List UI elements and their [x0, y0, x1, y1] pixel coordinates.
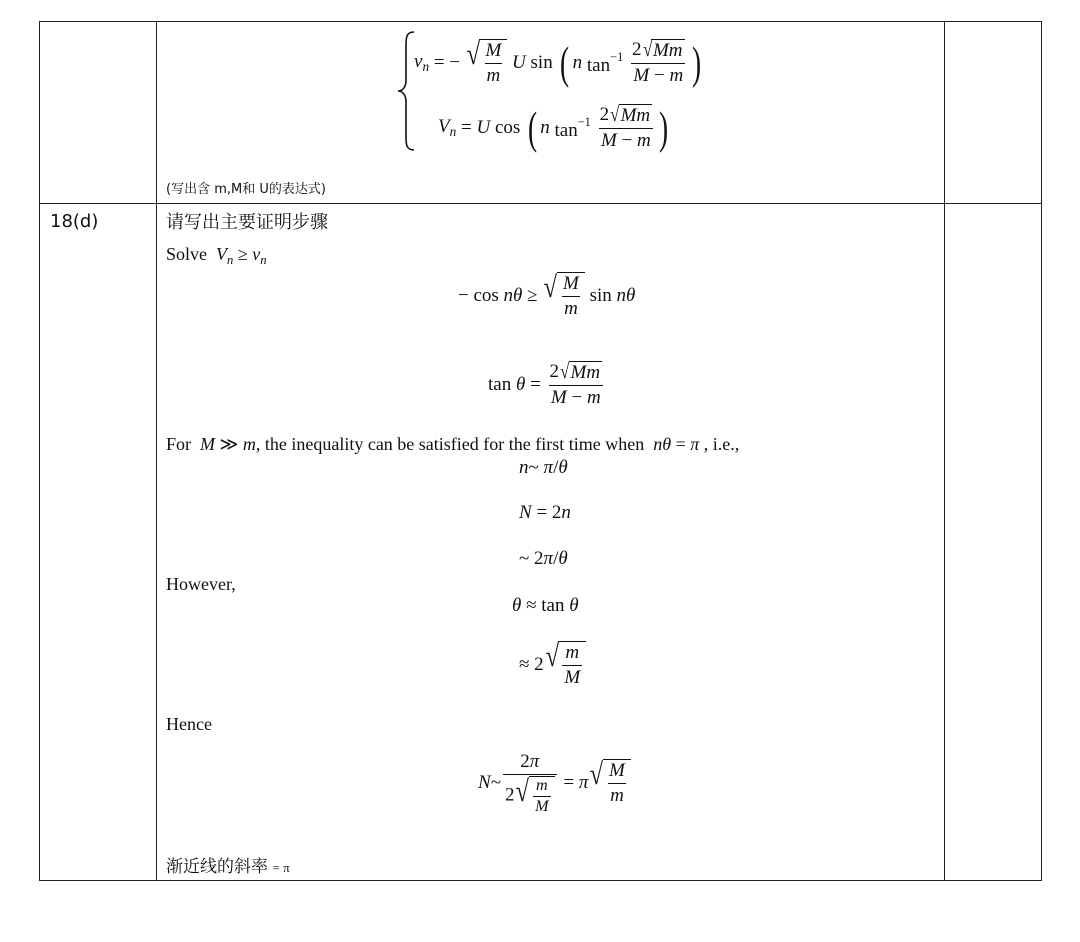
however-label: However,: [166, 574, 236, 594]
vn-equation: $v_n$ = − √ $\frac{M}{m}$ U sin ( n $\tan^{-1}$ 2 √ Mm M − m ): [414, 37, 701, 89]
hence-label: Hence: [166, 714, 212, 734]
Vn-equation: $V_n$ = U cos ( n $\tan^{-1}$ 2 √ Mm M − m ): [438, 102, 669, 154]
for-condition-line: For M ≫ m, the inequality can be satisfied for the first time when nθ = π , i.e.,: [166, 434, 740, 454]
column-divider-1: [156, 21, 157, 881]
proof-heading: 请写出主要证明步骤: [166, 212, 328, 233]
tan-theta-equation: tan θ = 2 √ Mm M − m: [488, 359, 601, 409]
expression-note: (写出含 m,M和 U的表达式): [166, 182, 326, 197]
table-left-border: [39, 21, 40, 881]
asymptote-slope-line: [166, 855, 290, 879]
for-text-c: , i.e.,: [703, 434, 740, 454]
solve-line: Solve $V_n \ge v_n$: [166, 244, 267, 267]
inequality-cos-sin: − cos nθ ≥ √ $\frac{M}{m}$ sin nθ: [458, 270, 636, 319]
column-divider-2: [944, 21, 945, 881]
for-text-b: , the inequality can be satisfied for the first time when: [255, 434, 645, 454]
N-approx-2pi-theta: ~ 2 π / θ: [519, 548, 568, 569]
for-text-a: For: [166, 434, 192, 454]
table-top-border: [39, 21, 1042, 22]
table-bottom-border: [39, 880, 1042, 881]
question-label: 18(d): [50, 211, 99, 232]
theta-approx-tan: θ ≈ tan θ: [512, 595, 579, 616]
N-equals-2n: N = 2 n: [519, 502, 571, 523]
N-final-result: N ~ 2π 2 √ $\frac{m}{M}$ = π √ $\frac{M}{m}$: [478, 743, 631, 823]
solve-prefix: Solve: [166, 244, 208, 264]
slope-value: = π: [272, 860, 290, 875]
slope-label: 渐近线的斜率: [166, 857, 268, 877]
row-divider: [39, 203, 1042, 204]
theta-approx-sqrt: ≈ 2 √ $\frac{m}{M}$: [519, 636, 586, 694]
table-right-border: [1041, 21, 1042, 881]
n-approx: n ~ π / θ: [519, 457, 568, 478]
